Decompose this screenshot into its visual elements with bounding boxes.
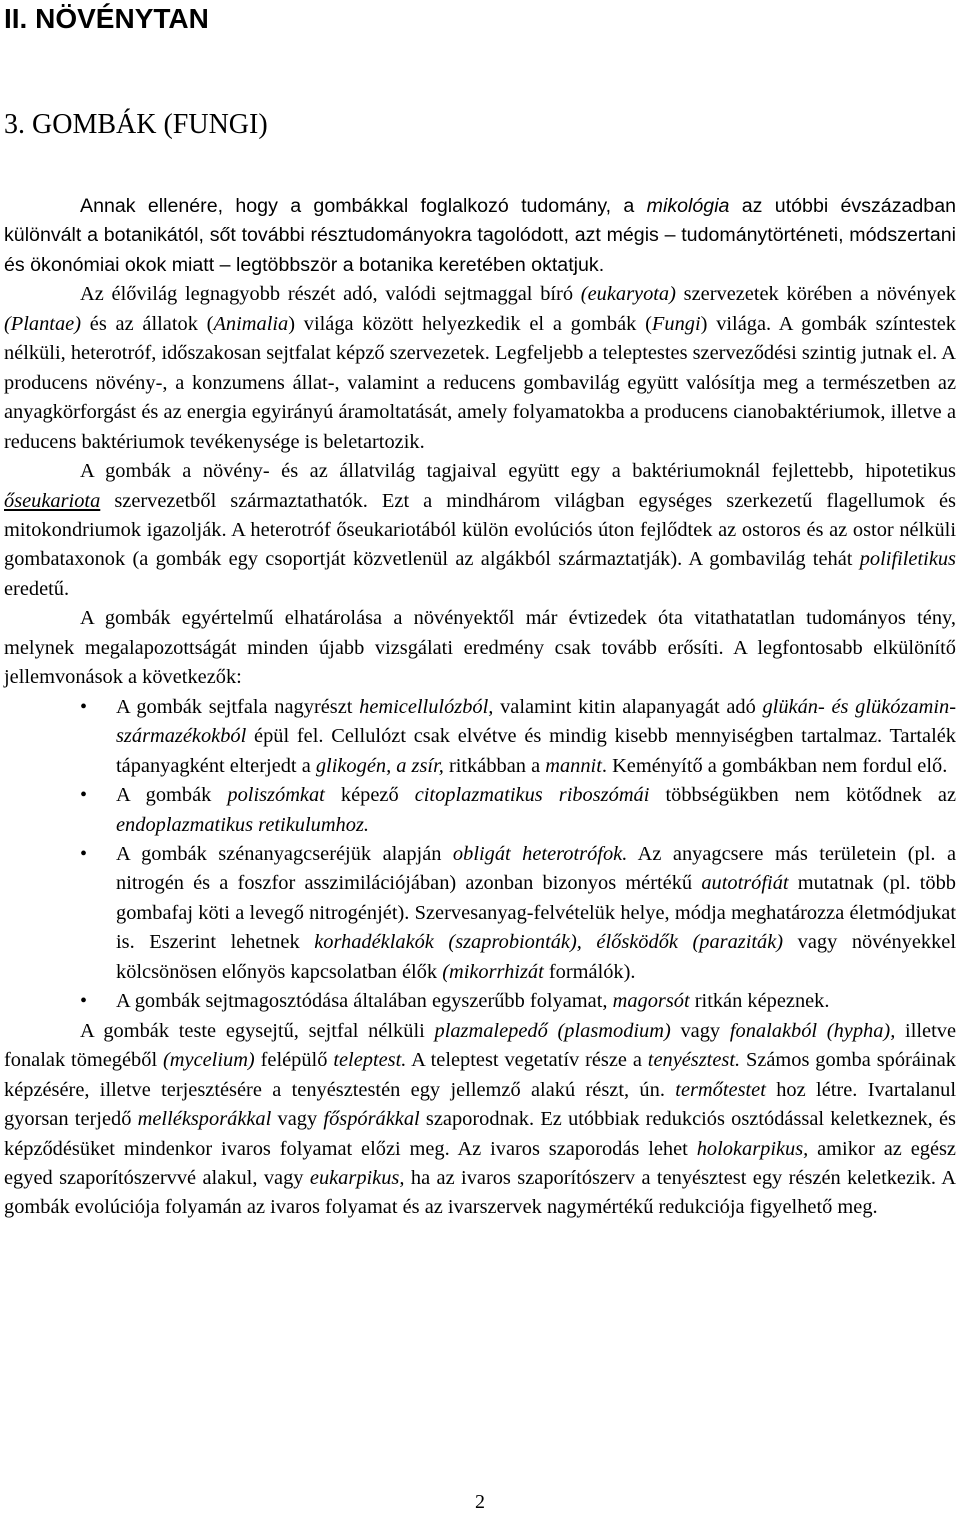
- list-item: [4, 781, 956, 840]
- page-number: 2: [475, 1491, 485, 1513]
- paragraph-origin: A gombák a növény- és az állatvilág tagjaival együtt egy a baktériumoknál fejlettebb, hipotetikus őseukariota szervezetből származtathatók. Ezt a mindhárom világban egységes szerkezetű flagellumok és mitokondriumok igazolják. A heterotróf őseukariotából külön evolúciós úton fejlődtek az ostoros és az ostor nélküli gombataxonok (a gombák egy csoportját közvetlenül az algákból származtatják). A gombavilág tehát polifiletikus eredetű.: [4, 460, 956, 600]
- bullet-icon: •: [80, 990, 88, 1013]
- document-body: [4, 192, 956, 1223]
- list-item: [4, 840, 956, 987]
- paragraph-body-structure: A gombák teste egysejtű, sejtfal nélküli plazmalepedő (plasmodium) vagy fonalakból (hypha), illetve fonalak tömegéből (mycelium) felépülő teleptest. A teleptest vegetatív része a tenyésztest. Számos gomba spóráinak képzésére, illetve terjesztésére a tenyésztestén egy jellemző alakú részt, ún. termőtestet hoz létre. Ivartalanul gyorsan terjedő melléksporákkal vagy főspórákkal szaporodnak. Ez utóbbiak redukciós osztódással keletkeznek, és képződésüket mindenkor ivaros folyamat előzi meg. Az ivaros szaporodás lehet holokarpikus, amikor az egész egyed szaporítószervvé alakul, vagy eukarpikus, ha az ivaros szaporítószerv a tenyésztest egy részén keletkezik. A gombák evolúciója folyamán az ivaros folyamat és az ivarszervek nagymértékű redukciója figyelhető meg.: [4, 1019, 957, 1219]
- bullet-icon: •: [80, 784, 88, 807]
- paragraph-intro: Annak ellenére, hogy a gombákkal foglalkozó tudomány, a mikológia az utóbbi évszázadban különvált a botanikától, sőt további résztudományokra tagolódott, azt mégis – tudománytörténeti, módszertani és ökonómiai okok miatt – legtöbbször a botanika keretében oktatjuk.: [4, 195, 956, 276]
- list-item-text: A gombák poliszómkat képező citoplazmatikus riboszómái többségükben nem kötődnek az endoplazmatikus retikulumhoz.: [116, 784, 956, 836]
- list-item-text: A gombák sejtmagosztódása általában egyszerűbb folyamat, magorsót ritkán képeznek.: [116, 990, 830, 1013]
- paragraph-distinction: A gombák egyértelmű elhatárolása a növényektől már évtizedek óta vitathatatlan tudományos tény, melynek megalapozottságát minden újabb vizsgálati eredmény csak tovább erősíti. A legfontosabb elkülönítő jellemvonások a következők:: [4, 607, 956, 689]
- paragraph-classification: Az élővilág legnagyobb részét adó, valódi sejtmaggal bíró (eukaryota) szervezetek körében a növények (Plantae) és az állatok (Animalia) világa között helyezkedik el a gombák (Fungi) világa. A gombák színtestek nélküli, heterotróf, időszakosan sejtfalat képző szervezetek. Legfeljebb a teleptestes szerveződési szintig jutnak el. A producens növény-, a konzumens állat-, valamint a reducens gombavilág együtt valósítja meg a természetben az anyagkörforgást és az energia egyirányú áramoltatását, amely folyamatokba a producens cianobaktériumok, illetve a reducens baktériumok tevékenysége is beletartozik.: [4, 283, 956, 453]
- feature-list: [4, 693, 956, 1017]
- bullet-icon: •: [80, 842, 88, 865]
- list-item: [4, 987, 956, 1016]
- chapter-heading: II. NÖVÉNYTAN: [4, 3, 209, 34]
- list-item: [4, 693, 956, 781]
- list-item-text: A gombák szénanyagcseréjük alapján obligát heterotrófok. Az anyagcsere más területein (pl. a nitrogén és a foszfor asszimilációjában) azonban bizonyos mértékű autotrófiát mutatnak (pl. több gombafaj köti a levegő nitrogénjét). Szervesanyag-felvételük helye, módja meghatározza életmódjukat is. Eszerint lehetnek korhadéklakók (szaprobionták), élősködők (paraziták) vagy növényekkel kölcsönösen előnyös kapcsolatban élők (mikorrhizát formálók).: [116, 842, 957, 983]
- bullet-icon: •: [80, 695, 88, 718]
- list-item-text: A gombák sejtfala nagyrészt hemicellulózból, valamint kitin alapanyagát adó glükán- és glükózamin-származékokból épül fel. Cellulózt csak elvétve és mindig kisebb mennyiségben tartalmaz. Tartalék tápanyagként elterjedt a glikogén, a zsír, ritkábban a mannit. Keményítő a gombákban nem fordul elő.: [116, 695, 956, 777]
- section-heading: 3. GOMBÁK (FUNGI): [4, 109, 268, 140]
